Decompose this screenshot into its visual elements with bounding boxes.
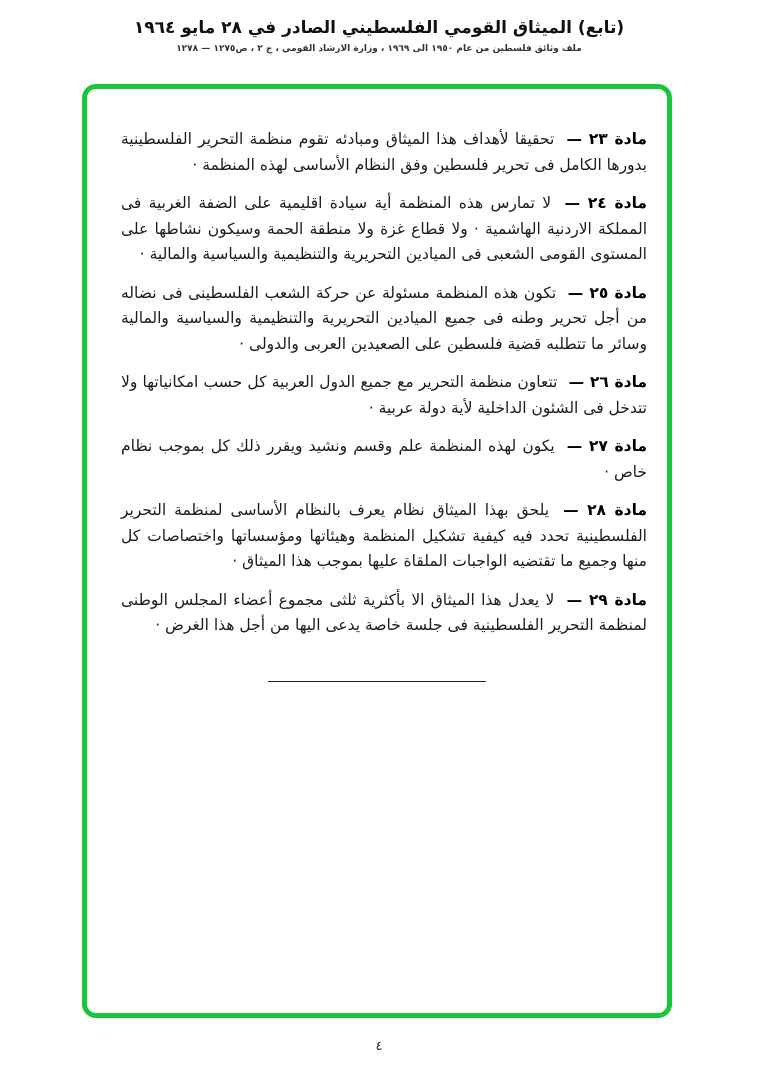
article-29 [121,588,647,639]
section-divider [268,681,486,682]
article-27-label: مادة ٢٧ — [566,437,647,455]
articles-container [87,89,667,639]
article-25 [121,281,647,358]
article-28-label: مادة ٢٨ — [563,501,647,519]
article-23-label: مادة ٢٣ — [566,130,647,148]
article-26-text: تتعاون منظمة التحرير مع جميع الدول العربية كل حسب امكانياتها ولا تتدخل فى الشئون الداخلية لأية دولة عربية · [121,373,647,417]
article-28 [121,498,647,575]
document-subtitle: ملف وثائق فلسطين من عام ١٩٥٠ الى ١٩٦٩ ، وزارة الارشاد القومي ، ج ٢ ، ص١٢٧٥ — ١٢٧٨ [176,44,582,54]
article-27 [121,434,647,485]
document-header [0,18,758,54]
article-24 [121,191,647,268]
article-26 [121,370,647,421]
article-26-label: مادة ٢٦ — [568,373,647,391]
article-24-text: لا تمارس هذه المنظمة أية سيادة اقليمية على الضفة الغربية فى المملكة الاردنية الهاشمية · ولا قطاع غزة ولا منطقة الحمة وسيكون نشاطها على المستوى القومى الشعبى فى الميادين التحريرية والتنظيمية والسياسية والمالية · [121,194,647,263]
article-24-label: مادة ٢٤ — [564,194,647,212]
document-title: (تابع) الميثاق القومي الفلسطيني الصادر في ٢٨ مايو ١٩٦٤ [133,18,625,38]
article-25-label: مادة ٢٥ — [567,283,647,302]
article-29-label: مادة ٢٩ — [566,590,647,609]
content-border-box [82,84,672,1018]
page-number: ٤ [375,1039,383,1054]
article-23-text: تحقيقا لأهداف هذا الميثاق ومبادئه تقوم منظمة التحرير الفلسطينية بدورها الكامل فى تحرير فلسطين وفق النظام الأساسى لهذه المنظمة · [121,130,647,174]
article-27-text: يكون لهذه المنظمة علم وقسم ونشيد ويقرر ذلك كل بموجب نظام خاص · [121,437,647,481]
article-23 [121,127,647,178]
article-25-text: تكون هذه المنظمة مسئولة عن حركة الشعب الفلسطينى فى نضاله من أجل تحرير وطنه فى جميع الميادين التحريرية والتنظيمية والسياسية والمالية وسائر ما تتطلبه قضية فلسطين على الصعيدين العربى والدولى · [121,283,647,353]
article-29-text: لا يعدل هذا الميثاق الا بأكثرية ثلثى مجموع أعضاء المجلس الوطنى لمنظمة التحرير الفلسطينية فى جلسة خاصة يدعى اليها من أجل هذا الغرض · [121,590,647,634]
article-28-text: يلحق بهذا الميثاق نظام يعرف بالنظام الأساسى لمنظمة التحرير الفلسطينية تحدد فيه كيفية تشكيل المنظمة وهيئاتها ومؤسساتها واختصاصات كل منها وجميع ما تقتضيه الواجبات الملقاة عليها بموجب هذا الميثاق · [121,501,647,570]
